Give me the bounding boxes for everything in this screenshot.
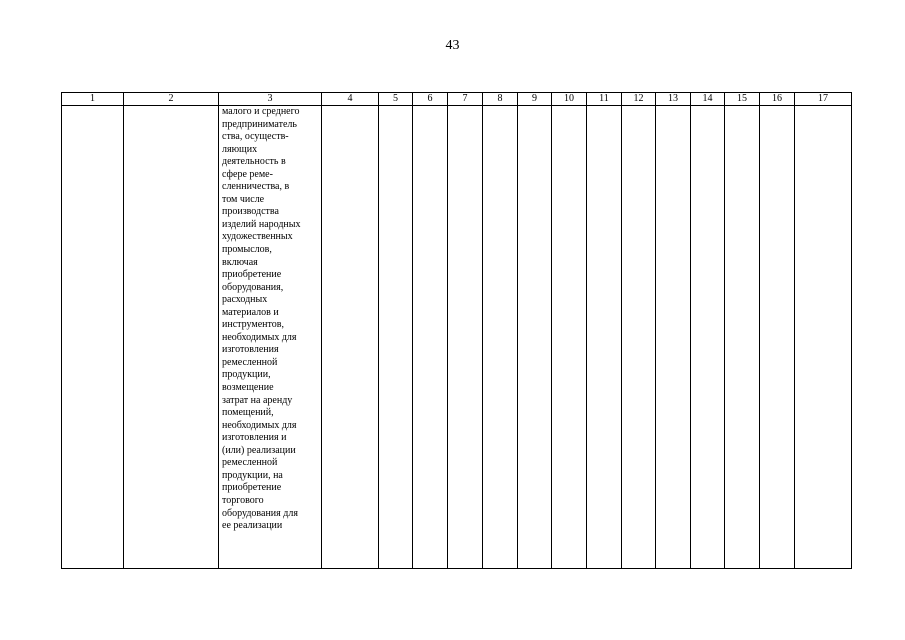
table-cell-col-5 — [379, 106, 413, 569]
table-cell-col-2 — [124, 106, 219, 569]
column-header-8: 8 — [483, 93, 518, 106]
table-cell-col-12 — [622, 106, 656, 569]
column-header-11: 11 — [587, 93, 622, 106]
table-cell-col-13 — [656, 106, 691, 569]
table-cell-col-9 — [518, 106, 552, 569]
column-header-17: 17 — [795, 93, 852, 106]
column-header-14: 14 — [691, 93, 725, 106]
column-header-6: 6 — [413, 93, 448, 106]
data-table — [61, 92, 852, 569]
column-header-2: 2 — [124, 93, 219, 106]
table-cell-col-10 — [552, 106, 587, 569]
column-header-3: 3 — [219, 93, 322, 106]
table-row — [62, 106, 852, 569]
table-cell-col-16 — [760, 106, 795, 569]
column-header-1: 1 — [62, 93, 124, 106]
table-cell-col-1 — [62, 106, 124, 569]
table-cell-col-15 — [725, 106, 760, 569]
column-header-5: 5 — [379, 93, 413, 106]
table-cell-col-8 — [483, 106, 518, 569]
column-header-10: 10 — [552, 93, 587, 106]
page-number: 43 — [445, 38, 460, 53]
table-cell-col-11 — [587, 106, 622, 569]
column-header-15: 15 — [725, 93, 760, 106]
column-header-16: 16 — [760, 93, 795, 106]
column-header-4: 4 — [322, 93, 379, 106]
table-cell-col-3 — [219, 106, 322, 569]
column-header-7: 7 — [448, 93, 483, 106]
column-header-9: 9 — [518, 93, 552, 106]
column-header-13: 13 — [656, 93, 691, 106]
table-cell-col-7 — [448, 106, 483, 569]
table-header-row — [62, 93, 852, 106]
table-cell-col-14 — [691, 106, 725, 569]
table-cell-col-4 — [322, 106, 379, 569]
program-description-text: малого и среднего предприниматель ства, осуществ- ляющих деятельность в сфере реме- сленничества, в том числе производства изделий народных художественных промыслов, включая приобретение оборудования, расходных материалов и инструментов, необходимых для изготовления ремесленной продукции, возмещение затрат на аренду помещений, необходимых для изготовления и (или) реализации ремесленной продукции, на приобретение торгового оборудования для ее реализации — [222, 106, 301, 532]
table-cell-col-17 — [795, 106, 852, 569]
table-cell-col-6 — [413, 106, 448, 569]
column-header-12: 12 — [622, 93, 656, 106]
